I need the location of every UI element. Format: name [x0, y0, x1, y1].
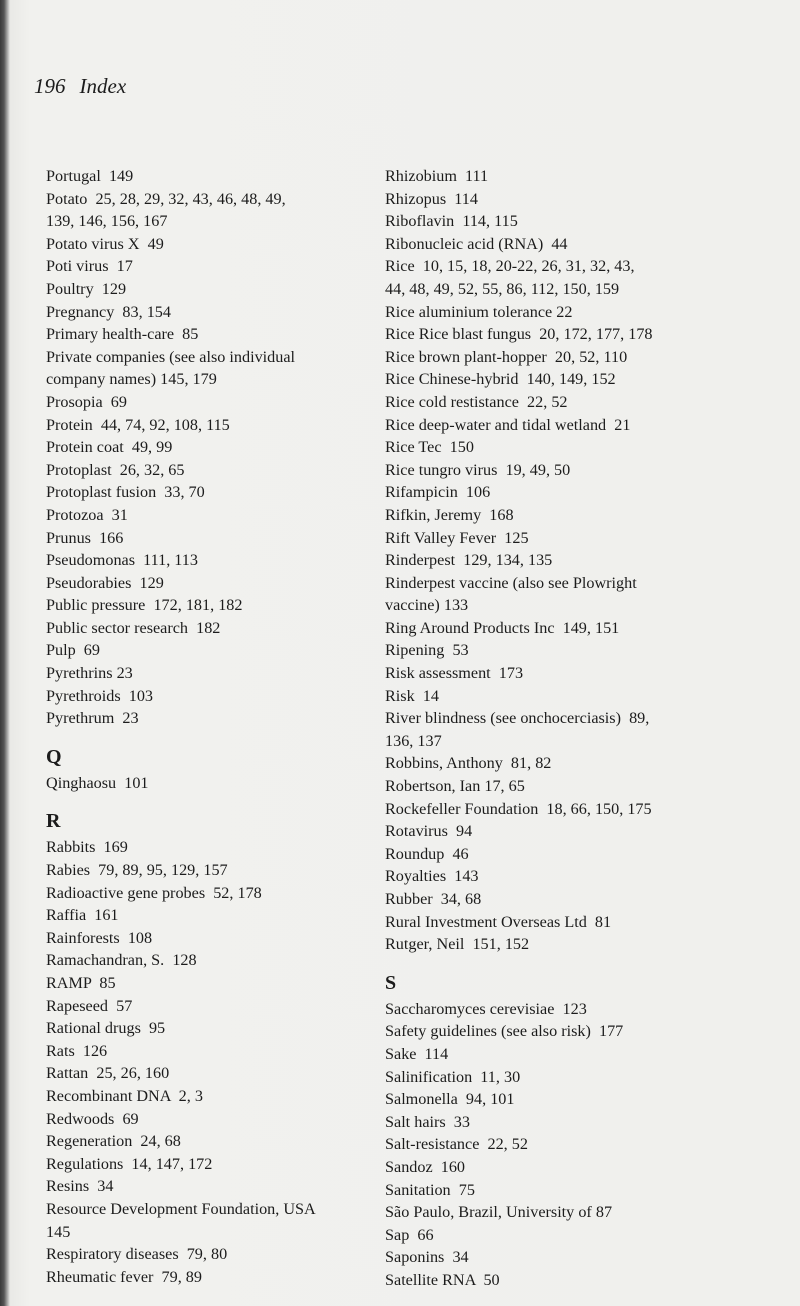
running-header — [34, 74, 126, 99]
index-entry: Pyrethrins 23 — [46, 664, 133, 683]
index-entry: Rice tungro virus 19, 49, 50 — [385, 460, 571, 479]
index-entry: Risk 14 — [385, 686, 439, 705]
index-entry: Rattan 25, 26, 160 — [46, 1064, 170, 1083]
index-entry: Saccharomyces cerevisiae 123 — [385, 999, 587, 1018]
index-entry: Pregnancy 83, 154 — [46, 302, 171, 321]
index-entry: Rapeseed 57 — [46, 996, 133, 1015]
index-entry: Pulp 69 — [46, 641, 100, 660]
index-entry: Salt hairs 33 — [385, 1112, 470, 1131]
index-entry: Prunus 166 — [46, 528, 124, 547]
index-entry: Rabies 79, 89, 95, 129, 157 — [46, 861, 228, 880]
index-entry: Public sector research 182 — [46, 618, 221, 637]
index-entry: River blindness (see onchocerciasis) 89, — [385, 709, 650, 728]
index-entry: Robertson, Ian 17, 65 — [385, 777, 525, 796]
index-entry: 136, 137 — [385, 731, 442, 750]
index-entry: Riboflavin 114, 115 — [385, 212, 518, 231]
index-entry: Rheumatic fever 79, 89 — [46, 1267, 202, 1286]
index-entry: Roundup 46 — [385, 844, 469, 863]
index-entry: Robbins, Anthony 81, 82 — [385, 754, 552, 773]
index-entry: Protoplast fusion 33, 70 — [46, 483, 205, 502]
index-entry: company names) 145, 179 — [46, 370, 217, 389]
index-entry: Protoplast 26, 32, 65 — [46, 460, 185, 479]
index-entry: Sandoz 160 — [385, 1157, 466, 1176]
index-entry: Salinification 11, 30 — [385, 1067, 521, 1086]
index-entry: Protein 44, 74, 92, 108, 115 — [46, 415, 230, 434]
running-title: Index — [79, 74, 127, 98]
index-entry: 44, 48, 49, 52, 55, 86, 112, 150, 159 — [385, 279, 620, 298]
section-letter: S — [385, 971, 397, 994]
index-entry: Ripening 53 — [385, 641, 469, 660]
index-entry: Portugal 149 — [46, 167, 134, 185]
section-letter: Q — [46, 745, 62, 768]
index-entry: Rhizopus 114 — [385, 189, 478, 208]
index-entry: Pseudomonas 111, 113 — [46, 551, 198, 570]
index-entry: Rats 126 — [46, 1041, 108, 1060]
index-entry: Poti virus 17 — [46, 257, 133, 276]
index-column-left — [46, 165, 386, 1288]
index-entry: Resins 34 — [46, 1177, 114, 1196]
index-entry: Rice Chinese-hybrid 140, 149, 152 — [385, 370, 616, 389]
index-entry: Qinghaosu 101 — [46, 773, 149, 792]
index-entry: Respiratory diseases 79, 80 — [46, 1245, 228, 1264]
index-entry: Rotavirus 94 — [385, 822, 473, 841]
index-entry: Pyrethroids 103 — [46, 686, 154, 705]
index-entry: Rinderpest 129, 134, 135 — [385, 551, 553, 570]
index-entry: Rice brown plant-hopper 20, 52, 110 — [385, 347, 628, 366]
index-entry: Public pressure 172, 181, 182 — [46, 596, 243, 615]
index-entry: 145 — [46, 1222, 71, 1241]
index-entry: Rural Investment Overseas Ltd 81 — [385, 912, 612, 931]
index-entry: Ribonucleic acid (RNA) 44 — [385, 234, 568, 253]
index-entry: Radioactive gene probes 52, 178 — [46, 883, 262, 902]
index-entry: Sake 114 — [385, 1044, 449, 1063]
index-entry: Safety guidelines (see also risk) 177 — [385, 1022, 624, 1041]
index-entry: Risk assessment 173 — [385, 664, 524, 683]
index-entry: Rutger, Neil 151, 152 — [385, 935, 530, 954]
index-entry: vaccine) 133 — [385, 596, 469, 615]
index-entry: Rubber 34, 68 — [385, 890, 482, 908]
index-entry: RAMP 85 — [46, 974, 116, 992]
index-entry: Satellite RNA 50 — [385, 1270, 500, 1289]
index-entry: Rainforests 108 — [46, 928, 153, 947]
index-entry: Pseudorabies 129 — [46, 573, 164, 592]
index-entry: Rockefeller Foundation 18, 66, 150, 175 — [385, 799, 652, 818]
index-entry: Rift Valley Fever 125 — [385, 528, 529, 547]
index-entry: Rice deep-water and tidal wetland 21 — [385, 415, 631, 434]
index-entry: Regulations 14, 147, 172 — [46, 1154, 213, 1173]
page-number: 196 — [34, 74, 66, 98]
index-entry: Protozoa 31 — [46, 505, 128, 524]
index-column-right — [385, 165, 725, 1292]
index-entry: Rifkin, Jeremy 168 — [385, 505, 514, 524]
index-entry: Rice 10, 15, 18, 20-22, 26, 31, 32, 43, — [385, 257, 635, 276]
index-entry: Sanitation 75 — [385, 1180, 475, 1199]
index-entry: Primary health-care 85 — [46, 325, 199, 344]
index-entry: 139, 146, 156, 167 — [46, 212, 168, 231]
index-entry: Ring Around Products Inc 149, 151 — [385, 618, 620, 637]
index-entry: Private companies (see also individual — [46, 347, 296, 366]
index-entry: Rice Tec 150 — [385, 438, 474, 457]
index-entry: Rhizobium 111 — [385, 167, 489, 185]
index-entry: Rational drugs 95 — [46, 1019, 166, 1038]
index-entry: Ramachandran, S. 128 — [46, 951, 197, 970]
index-entry: Rinderpest vaccine (also see Plowright — [385, 573, 637, 592]
index-entry: Potato 25, 28, 29, 32, 43, 46, 48, 49, — [46, 189, 286, 208]
index-entry: Rice Rice blast fungus 20, 172, 177, 178 — [385, 325, 653, 344]
index-entry: Resource Development Foundation, USA — [46, 1199, 316, 1218]
index-entry: Salt-resistance 22, 52 — [385, 1135, 528, 1154]
index-entry: Protein coat 49, 99 — [46, 438, 173, 457]
section-letter: R — [46, 810, 61, 833]
index-entry: Regeneration 24, 68 — [46, 1132, 181, 1151]
index-entry: Prosopia 69 — [46, 392, 127, 411]
index-entry: Recombinant DNA 2, 3 — [46, 1086, 203, 1105]
index-entry: Pyrethrum 23 — [46, 709, 139, 728]
index-entry: Rifampicin 106 — [385, 483, 491, 502]
index-entry: Potato virus X 49 — [46, 234, 164, 253]
index-entry: Rice aluminium tolerance 22 — [385, 302, 573, 321]
index-entry: São Paulo, Brazil, University of 87 — [385, 1203, 613, 1222]
index-entry: Salmonella 94, 101 — [385, 1090, 515, 1109]
index-entry: Redwoods 69 — [46, 1109, 139, 1128]
index-entry: Sap 66 — [385, 1225, 434, 1244]
index-entry: Rabbits 169 — [46, 838, 128, 857]
index-entry: Royalties 143 — [385, 867, 479, 886]
index-entry: Raffia 161 — [46, 906, 119, 925]
index-entry: Saponins 34 — [385, 1248, 469, 1267]
index-entry: Rice cold restistance 22, 52 — [385, 392, 568, 411]
index-entry: Poultry 129 — [46, 279, 127, 298]
